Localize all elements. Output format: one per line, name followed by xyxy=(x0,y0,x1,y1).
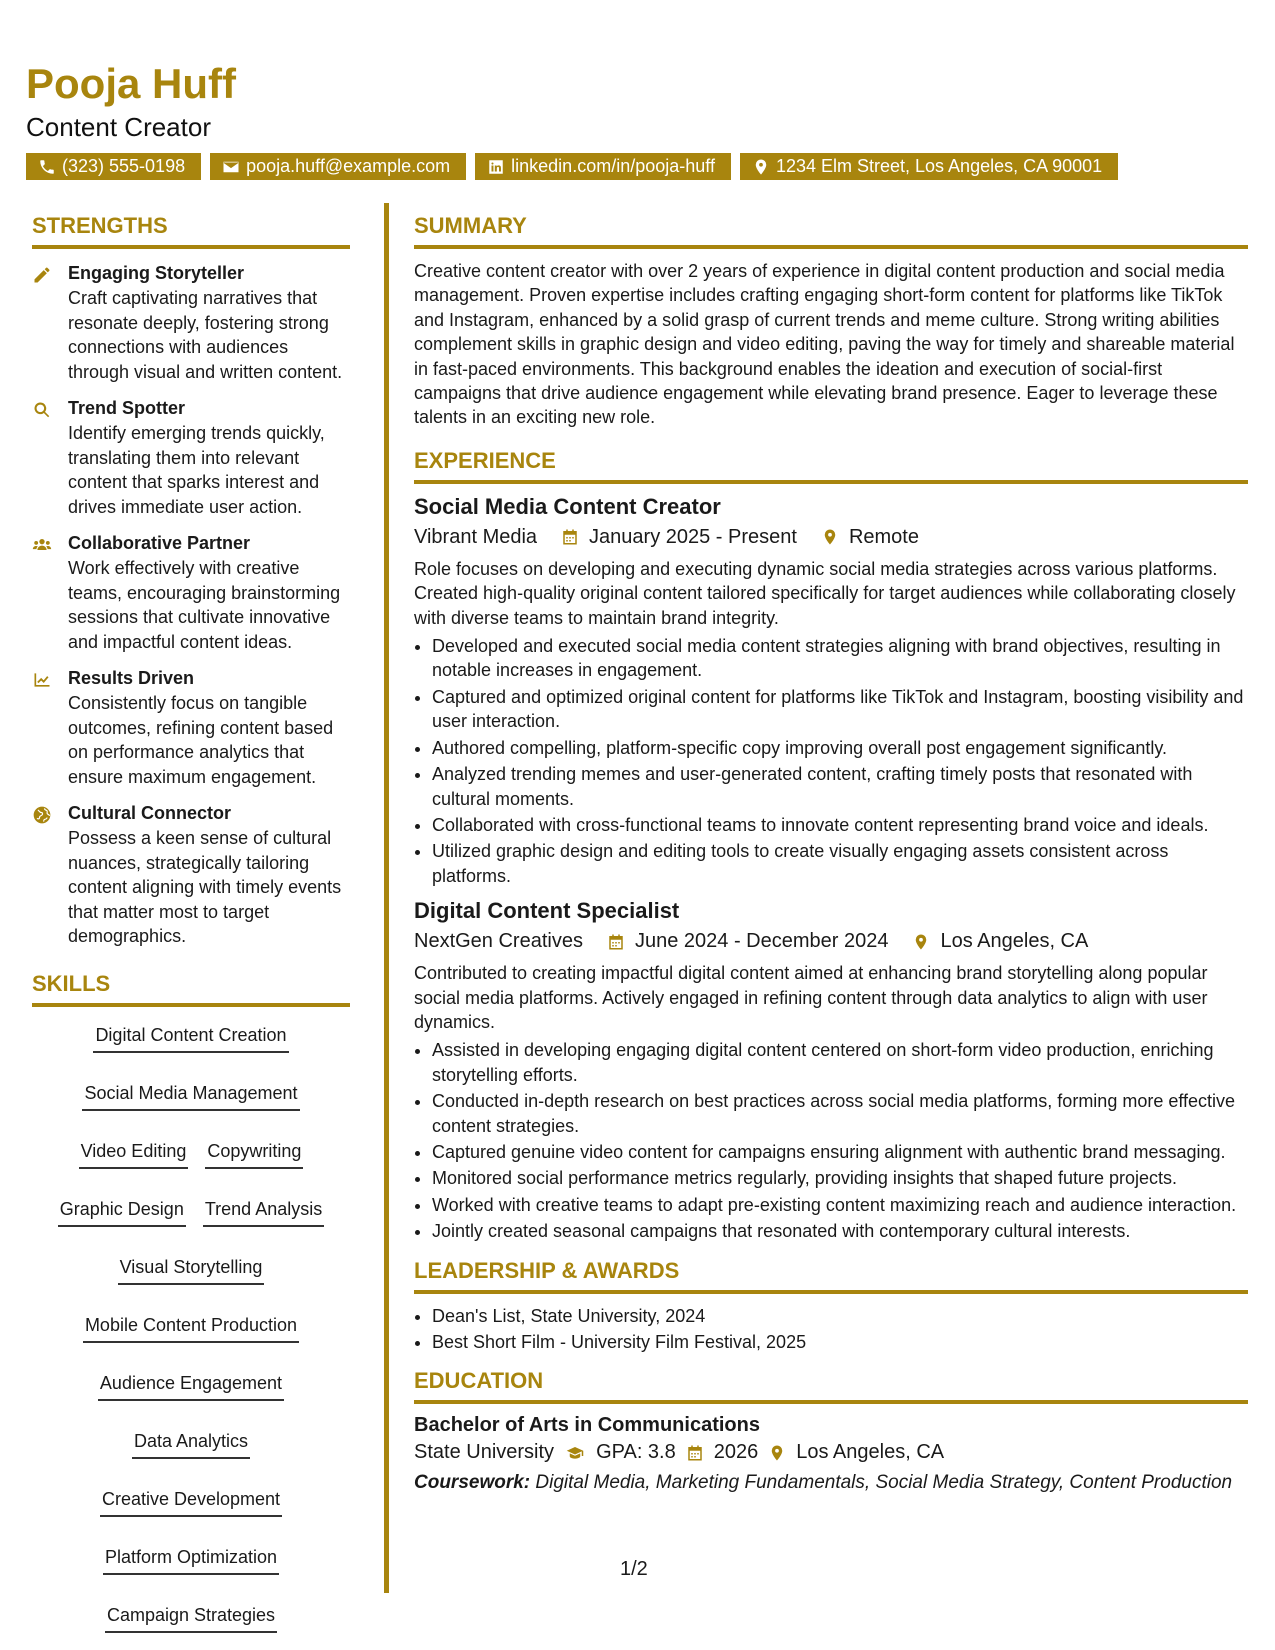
strength-item xyxy=(32,803,350,949)
email-text: pooja.huff@example.com xyxy=(246,156,451,176)
strength-item xyxy=(32,533,350,654)
globe-icon xyxy=(32,805,52,825)
job-company: NextGen Creatives xyxy=(414,930,583,953)
summary-text: Creative content creator with over 2 years of experience in digital content production and social media management. Proven expertise includes crafting engaging short-form content for platforms like TikTok and Instagram, enhanced by a solid grasp of current trends and meme culture. Strong writing abilities complement skills in graphic design and video editing, paving the way for timely and shareable material in fast-paced environments. This background enables the ideation and execution of social-first campaigns that drive audience engagement while elevating brand presence. Eager to leverage these talents in an exciting new role. xyxy=(414,261,1235,428)
list-item: • Captured and optimized original content for platforms like TikTok and Instagram, boosting visibility and user interaction. xyxy=(432,685,1248,734)
map-pin-icon xyxy=(821,528,839,546)
calendar-icon xyxy=(686,1444,704,1462)
left-column xyxy=(32,213,350,1633)
graduation-year: 2026 xyxy=(713,1441,759,1464)
school-location: Los Angeles, CA xyxy=(796,1441,945,1464)
skill-tag: Creative Development xyxy=(100,1487,282,1517)
awards-heading: LEADERSHIP & AWARDS xyxy=(414,1258,1248,1294)
job-description: Role focuses on developing and executing dynamic social media strategies across various platforms. Created high-quality original content tailored specifically for target audiences while collaborating closely with diverse teams to maintain brand integrity. xyxy=(414,558,1236,628)
job-location: Remote xyxy=(848,525,919,548)
phone-icon xyxy=(38,158,56,176)
address-text: 1234 Elm Street, Los Angeles, CA 90001 xyxy=(775,156,1103,176)
strength-desc: Consistently focus on tangible outcomes, refining content based on performance analytics that ensure maximum engagement. xyxy=(68,693,334,787)
gpa: GPA: 3.8 xyxy=(596,1441,676,1464)
contact-linkedin[interactable] xyxy=(475,153,731,180)
job-description: Contributed to creating impactful digital content aimed at enhancing brand storytelling along popular social media platforms. Actively engaged in refining content through data analytics to align with user dynamics. xyxy=(414,963,1208,1032)
pencil-icon xyxy=(32,265,52,285)
strength-item xyxy=(32,668,350,789)
map-pin-icon xyxy=(752,158,770,176)
job-company: Vibrant Media xyxy=(414,525,538,548)
list-item: • Conducted in-depth research on best practices across social media platforms, forming more effective content strategies. xyxy=(432,1089,1248,1138)
skill-tag: Copywriting xyxy=(205,1139,303,1169)
graduation-cap-icon xyxy=(564,1444,586,1462)
school-name: State University xyxy=(414,1441,555,1464)
strength-title: Collaborative Partner xyxy=(68,533,251,553)
list-item: • Developed and executed social media content strategies aligning with brand objectives, resulting in notable increases in engagement. xyxy=(432,634,1248,683)
linkedin-text: linkedin.com/in/pooja-huff xyxy=(511,156,715,176)
contact-email[interactable] xyxy=(210,153,466,180)
skill-tag: Digital Content Creation xyxy=(93,1023,288,1053)
list-item: • Jointly created seasonal campaigns that resonated with contemporary cultural interests. xyxy=(432,1219,1248,1243)
coursework xyxy=(414,1470,1248,1495)
strength-desc: Possess a keen sense of cultural nuances, strategically tailoring content aligning with timely events that matter most to target demographics. xyxy=(68,828,342,946)
job-meta xyxy=(414,526,1248,549)
skill-tag: Data Analytics xyxy=(132,1429,250,1459)
candidate-name: Pooja Huff xyxy=(26,60,236,107)
list-item: • Utilized graphic design and editing tools to create visually engaging assets consistent across platforms. xyxy=(432,839,1248,888)
list-item: • Collaborated with cross-functional teams to innovate content representing brand voice and ideals. xyxy=(432,813,1248,837)
skill-tag: Audience Engagement xyxy=(98,1371,284,1401)
job-dates: January 2025 - Present xyxy=(589,525,797,548)
education-heading: EDUCATION xyxy=(414,1368,1248,1404)
strength-item xyxy=(32,398,350,519)
strength-title: Results Driven xyxy=(68,668,195,688)
skill-tag: Visual Storytelling xyxy=(118,1255,265,1285)
education-meta xyxy=(414,1441,1248,1464)
awards-list xyxy=(414,1304,1248,1355)
coursework-label: Coursework: xyxy=(414,1472,531,1494)
page-number: 1/2 xyxy=(620,1558,648,1580)
list-item: • Monitored social performance metrics regularly, providing insights that shaped future projects. xyxy=(432,1166,1248,1190)
map-pin-icon xyxy=(912,933,930,951)
list-item: • Analyzed trending memes and user-generated content, crafting timely posts that resonated with cultural moments. xyxy=(432,762,1248,811)
list-item: • Worked with creative teams to adapt pre-existing content maximizing reach and audience interaction. xyxy=(432,1193,1248,1217)
job-entry xyxy=(414,494,1248,888)
list-item: • Best Short Film - University Film Festival, 2025 xyxy=(432,1330,1248,1354)
skill-tag: Social Media Management xyxy=(82,1081,299,1111)
phone-text: (323) 555-0198 xyxy=(62,156,186,176)
list-item: • Dean's List, State University, 2024 xyxy=(432,1304,1248,1328)
strength-title: Engaging Storyteller xyxy=(68,263,245,283)
chart-line-icon xyxy=(32,670,52,690)
job-bullets xyxy=(414,1038,1248,1243)
strengths-heading: STRENGTHS xyxy=(32,213,350,249)
summary-heading: SUMMARY xyxy=(414,213,1248,249)
skills-heading: SKILLS xyxy=(32,971,350,1007)
candidate-title: Content Creator xyxy=(26,112,211,142)
calendar-icon xyxy=(607,933,625,951)
contact-bar xyxy=(26,153,1118,180)
skills-list xyxy=(32,1017,350,1633)
skill-tag: Video Editing xyxy=(79,1139,189,1169)
skill-tag: Graphic Design xyxy=(58,1197,186,1227)
job-entry xyxy=(414,898,1248,1243)
contact-phone[interactable] xyxy=(26,153,201,180)
strength-item xyxy=(32,263,350,384)
job-title: Digital Content Specialist xyxy=(414,898,680,924)
skill-tag: Platform Optimization xyxy=(103,1545,279,1575)
skill-tag: Trend Analysis xyxy=(203,1197,324,1227)
coursework-list: Digital Media, Marketing Fundamentals, Social Media Strategy, Content Production xyxy=(535,1472,1233,1494)
job-bullets xyxy=(414,634,1248,888)
strength-desc: Craft captivating narratives that resonate deeply, fostering strong connections with audiences through visual and written content. xyxy=(68,288,343,382)
map-pin-icon xyxy=(768,1444,786,1462)
degree-title: Bachelor of Arts in Communications xyxy=(414,1414,760,1437)
right-column xyxy=(414,213,1248,1495)
skill-tag: Mobile Content Production xyxy=(83,1313,299,1343)
job-title: Social Media Content Creator xyxy=(414,493,721,519)
contact-address xyxy=(740,153,1118,180)
job-location: Los Angeles, CA xyxy=(940,930,1089,953)
list-item: • Captured genuine video content for campaigns ensuring alignment with authentic brand messaging. xyxy=(432,1140,1248,1164)
strength-title: Cultural Connector xyxy=(68,803,232,823)
job-meta xyxy=(414,930,1248,953)
search-icon xyxy=(32,400,52,420)
experience-heading: EXPERIENCE xyxy=(414,448,1248,484)
strength-desc: Identify emerging trends quickly, translating them into relevant content that sparks interest and drives immediate user action. xyxy=(68,423,325,517)
strength-desc: Work effectively with creative teams, encouraging brainstorming sessions that cultivate innovative and impactful content ideas. xyxy=(68,558,341,652)
list-item: • Assisted in developing engaging digital content centered on short-form video production, enriching storytelling efforts. xyxy=(432,1038,1248,1087)
column-divider xyxy=(384,203,389,1593)
users-icon xyxy=(32,535,52,555)
strength-title: Trend Spotter xyxy=(68,398,186,418)
linkedin-icon xyxy=(487,158,505,176)
calendar-icon xyxy=(561,528,579,546)
job-dates: June 2024 - December 2024 xyxy=(634,930,889,953)
envelope-icon xyxy=(222,158,240,176)
skill-tag: Campaign Strategies xyxy=(105,1603,277,1633)
list-item: • Authored compelling, platform-specific copy improving overall post engagement significantly. xyxy=(432,736,1248,760)
